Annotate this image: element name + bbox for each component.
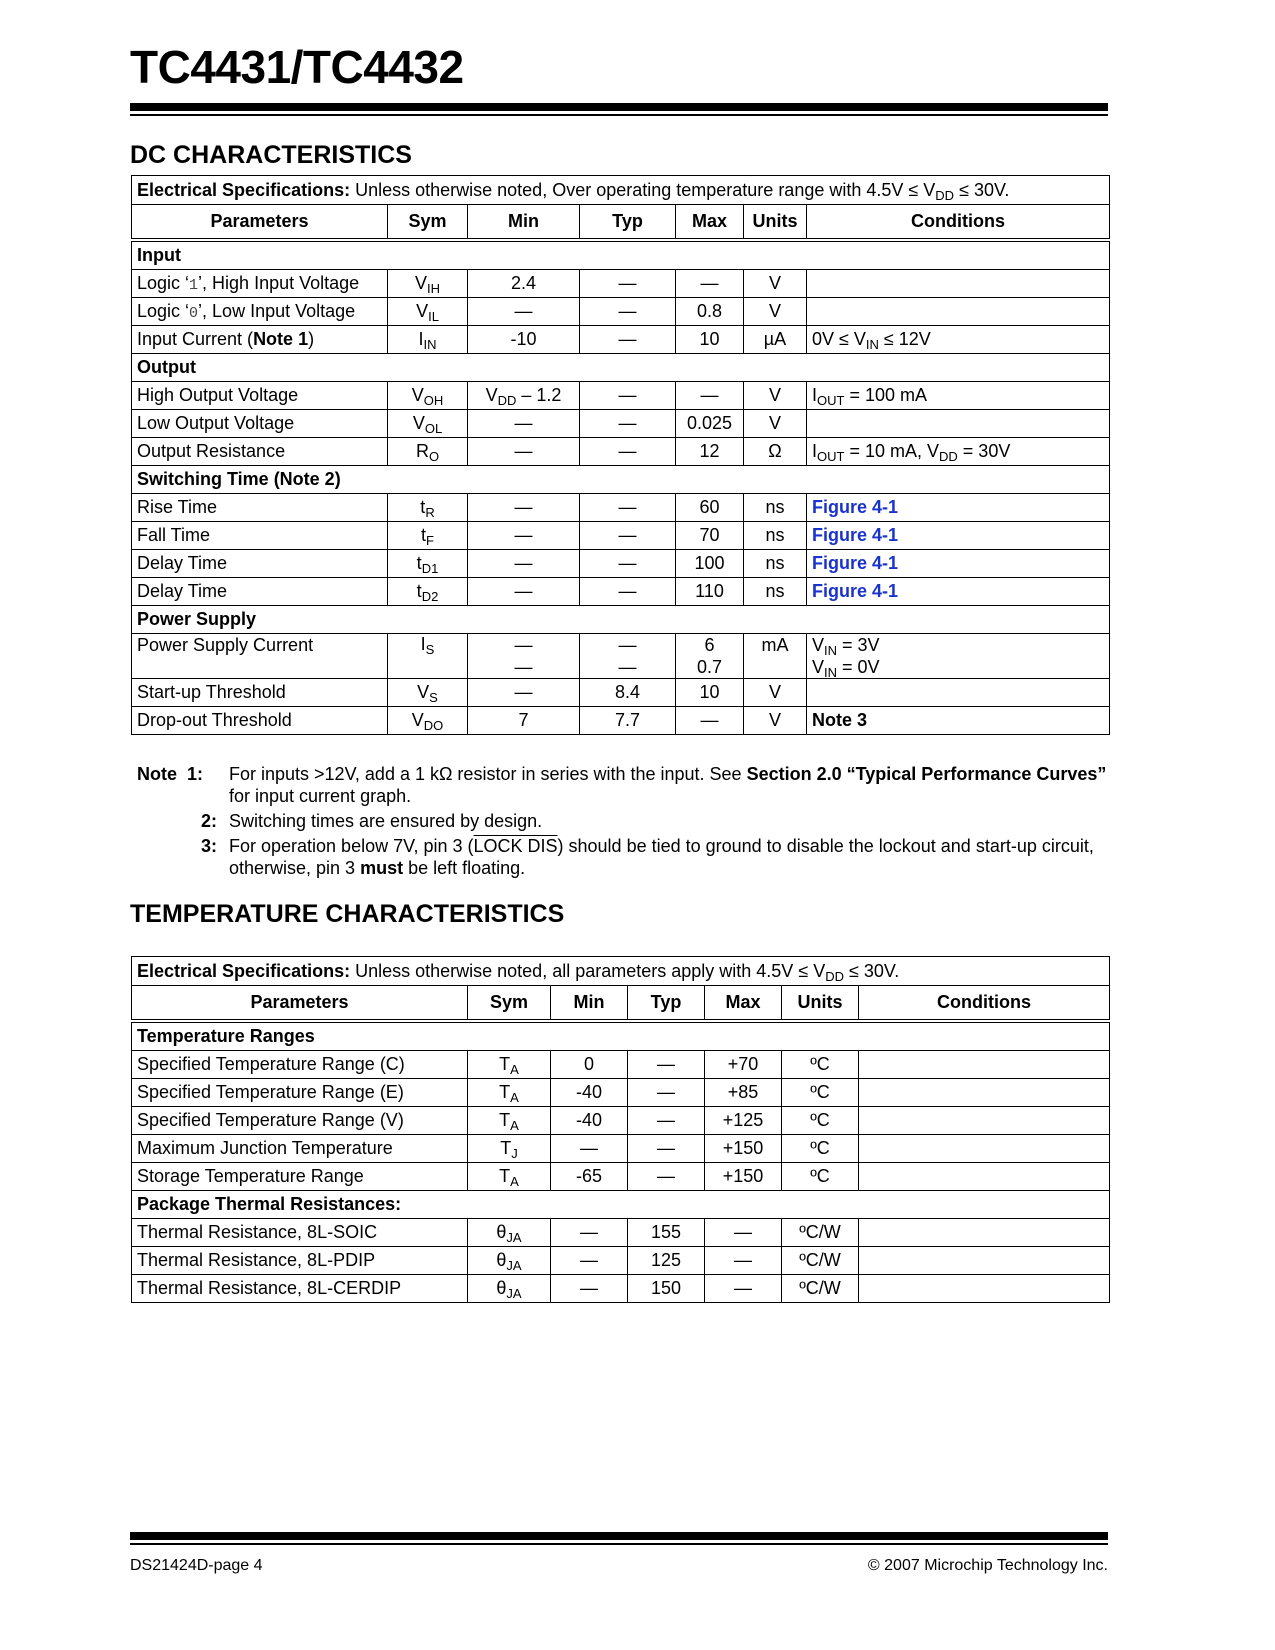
footer-rule-thick (130, 1532, 1108, 1540)
table-row: High Output Voltage $V_{OH}$ $V_{DD} - 1.2$ — — V $I_{OUT} = 100$ mA (132, 382, 1110, 410)
section-row-input: Input (132, 240, 1110, 270)
dc-heading: DC CHARACTERISTICS (130, 141, 412, 169)
dc-spec-line: Electrical Specifications: Unless otherwise noted, Over operating temperature range with $4.5V \le V_{DD} \le 30V$. (132, 176, 1110, 205)
table-row: Start-up Threshold $V_S$ — 8.4 10 V (132, 679, 1110, 707)
table-row: Storage Temperature Range $T_A$ -65 — +150 ºC (132, 1163, 1110, 1191)
table-row: Drop-out Threshold $V_{DO}$ 7 7.7 — V Note 3 (132, 707, 1110, 735)
table-row: Delay Time $t_{D2}$ — — 110 ns Figure 4-1 (132, 578, 1110, 606)
figure-4-1-link[interactable]: Figure 4-1 (812, 581, 899, 601)
table-row: Thermal Resistance, 8L-CERDIP $\theta_{JA}$ — 150 — ºC/W (132, 1275, 1110, 1303)
col-header-conditions: Conditions (807, 205, 1110, 241)
table-row: Power Supply Current $I_S$ — — — — 6 0.7 mA $V_{IN} = 3V$ $V_{IN} = 0V$ (132, 634, 1110, 679)
section-row-switching: Switching Time (Note 2) (132, 466, 1110, 494)
section-row-output: Output (132, 354, 1110, 382)
col-header-parameters: Parameters (132, 205, 388, 241)
figure-4-1-link[interactable]: Figure 4-1 (812, 497, 899, 517)
dc-spec-row (132, 176, 1110, 205)
col-header-min: Min (551, 986, 628, 1022)
temp-spec-row (132, 957, 1110, 986)
table-row: Thermal Resistance, 8L-SOIC $\theta_{JA}$ — 155 — ºC/W (132, 1219, 1110, 1247)
note-2: 2: Switching times are ensured by design. (200, 811, 543, 831)
table-row: Logic ‘0’, Low Input Voltage $V_{IL}$ — — 0.8 V (132, 298, 1110, 326)
table-row: Specified Temperature Range (C) $T_A$ 0 — +70 ºC (132, 1051, 1110, 1079)
footer-rule-thin (130, 1543, 1108, 1545)
figure-4-1-link[interactable]: Figure 4-1 (812, 553, 899, 573)
note-1: Note 1: For inputs >12V, add a 1 kΩ resistor in series with the input. See Section 2.0 “Typical Performance Curves” for input current graph. (137, 764, 1107, 806)
table-row: Logic ‘1’, High Input Voltage $V_{IH}$ 2.4 — — V (132, 270, 1110, 298)
table-row: Input Current (Note 1) $I_{IN}$ -10 — 10 µA $0V \le V_{IN} \le 12V$ (132, 326, 1110, 354)
table-row: Fall Time $t_F$ — — 70 ns Figure 4-1 (132, 522, 1110, 550)
document-title: TC4431/TC4432 (130, 41, 464, 93)
col-header-units: Units (782, 986, 859, 1022)
page-number: DS21424D-page 4 (130, 1557, 263, 1574)
table-row: Output Resistance $R_O$ — — 12 Ω $I_{OUT} = 10$ mA, $V_{DD} = 30V$ (132, 438, 1110, 466)
table-row: Delay Time $t_{D1}$ — — 100 ns Figure 4-1 (132, 550, 1110, 578)
col-header-sym: Sym (468, 986, 551, 1022)
col-header-units: Units (744, 205, 807, 241)
table-row: Low Output Voltage $V_{OL}$ — — 0.025 V (132, 410, 1110, 438)
table-row: Specified Temperature Range (V) $T_A$ -40 — +125 ºC (132, 1107, 1110, 1135)
section-row-temperature-ranges: Temperature Ranges (132, 1021, 1110, 1051)
section-row-power: Power Supply (132, 606, 1110, 634)
col-header-max: Max (705, 986, 782, 1022)
temperature-heading: TEMPERATURE CHARACTERISTICS (130, 900, 565, 928)
copyright: © 2007 Microchip Technology Inc. (867, 1557, 1108, 1574)
dc-characteristics-table (131, 175, 1110, 735)
col-header-max: Max (676, 205, 744, 241)
header-rule-thick (130, 103, 1108, 111)
col-header-conditions: Conditions (859, 986, 1110, 1022)
header-rule-thin (130, 114, 1108, 116)
table-row: Specified Temperature Range (E) $T_A$ -40 — +85 ºC (132, 1079, 1110, 1107)
figure-4-1-link[interactable]: Figure 4-1 (812, 525, 899, 545)
temp-spec-line: Electrical Specifications: Unless otherwise noted, all parameters apply with $4.5V \le V_{DD} \le 30V$. (132, 957, 1110, 986)
section-row-thermal-resistances: Package Thermal Resistances: (132, 1191, 1110, 1219)
col-header-typ: Typ (580, 205, 676, 241)
table-row: Rise Time $t_R$ — — 60 ns Figure 4-1 (132, 494, 1110, 522)
table-row: Thermal Resistance, 8L-PDIP $\theta_{JA}$ — 125 — ºC/W (132, 1247, 1110, 1275)
col-header-min: Min (468, 205, 580, 241)
note-3: 3: For operation below 7V, pin 3 (LOCK DIS) should be tied to ground to disable the lockout and start-up circuit, otherwise, pin 3 must be left floating. (200, 836, 1094, 878)
col-header-parameters: Parameters (132, 986, 468, 1022)
dc-notes (137, 763, 1107, 882)
temp-header-row (132, 986, 1110, 1022)
col-header-typ: Typ (628, 986, 705, 1022)
col-header-sym: Sym (388, 205, 468, 241)
dc-header-row (132, 205, 1110, 241)
temperature-characteristics-table (131, 956, 1110, 1303)
table-row: Maximum Junction Temperature $T_J$ — — +150 ºC (132, 1135, 1110, 1163)
